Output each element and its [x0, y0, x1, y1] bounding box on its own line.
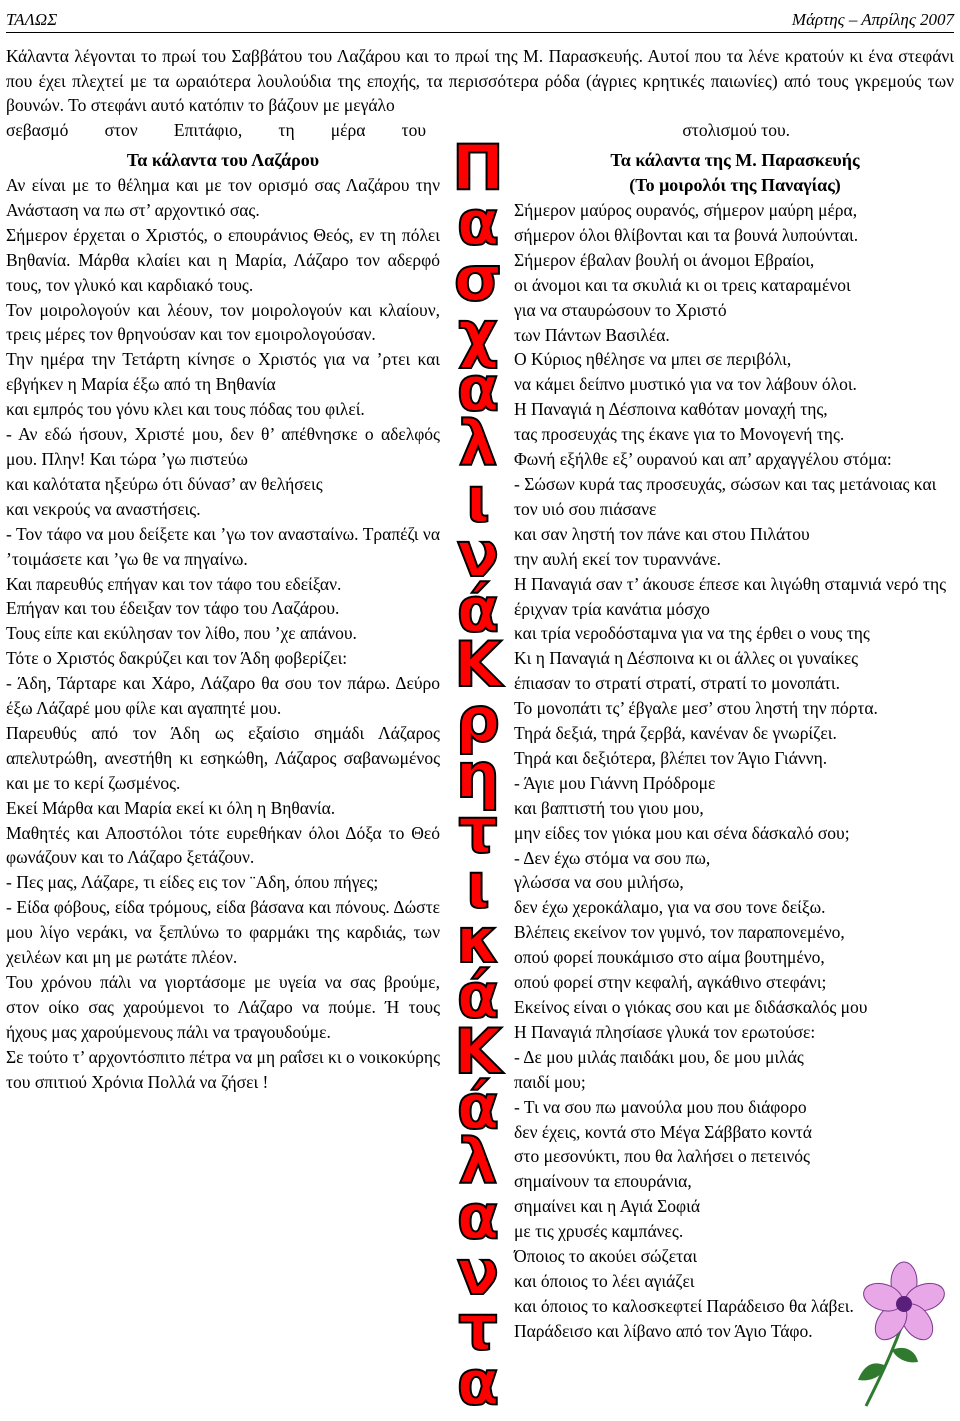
text-line: στο μεσονύκτι, που θα λαλήσει ο πετεινός: [514, 1146, 810, 1167]
text-line: Εκείνος είναι ο γιόκας σου και με διδάσκαλός μου: [514, 997, 868, 1017]
text-line: Τότε ο Χριστός δακρύζει και τον Άδη φοβερίζει:: [6, 648, 348, 669]
intro-word: στον: [104, 119, 138, 140]
header-publication: ΤΑΛΩΣ: [6, 10, 58, 29]
text-line: και εμπρός του γόνυ κλει και τους πόδας του φιλεί.: [6, 399, 365, 420]
text-line: οι άνομοι και τα σκυλιά κι οι τρεις καταραμένοι: [514, 274, 851, 295]
text-line: και σαν ληστή τον πάνε και στου Πιλάτου: [514, 523, 810, 544]
text-line: να κάμει δείπνο μυστικό για να τον λάβουν όλοι.: [514, 374, 857, 395]
title-letter: α: [456, 1180, 500, 1253]
text-line: και νεκρούς να αναστήσεις.: [6, 498, 201, 519]
intro-word: μέρα: [330, 119, 366, 140]
text-line: Κι η Παναγιά η Δέσποινα κι οι άλλες οι γυναίκες: [514, 648, 859, 669]
title-letter: α: [456, 186, 500, 259]
text-line: οπού φορεί πουκάμισο στο αίμα βουτημένο,: [514, 947, 825, 968]
text-line: Σήμερον έρχεται ο Χριστός, ο επουράνιος Θεός, εν τη πόλει Βηθανία. Μάρθα κλαίει και η Μαρία, Λάζαρο τον αδερφό τους, τον γλυκό και καρδιακό τους.: [6, 224, 440, 295]
text-line: μην είδες τον γιόκα μου και σένα δάσκαλό σου;: [514, 822, 850, 843]
intro-last-right: στολισμού του.: [682, 119, 790, 140]
title-letter: Κ: [453, 628, 503, 701]
text-line: Σε τούτο τ’ αρχοντόσπιτο πέτρα να μη ραΐσει κι ο νοικοκύρης του σπιτιού Χρόνια Πολλά να ζήσει !: [6, 1046, 440, 1092]
title-letter: Π: [452, 142, 504, 204]
intro-paragraph: [6, 44, 954, 142]
text-line: Παράδεισο και λίβανο από τον Άγιο Τάφο.: [514, 1320, 813, 1341]
text-line: Σήμερον μαύρος ουρανός, σήμερον μαύρη μέρα,: [514, 200, 858, 220]
page-header: [6, 2, 954, 33]
title-letter: ν: [456, 1236, 500, 1309]
text-line: Τηρά δεξιά, τηρά ζερβά, κανέναν δε γνωρίζει.: [514, 723, 837, 744]
text-line: και τρία νεροδόσταμνα για να της έρθει ο νους της: [514, 623, 870, 644]
text-line: με τις χρυσές καμπάνες.: [514, 1221, 684, 1242]
text-line: - Αν εδώ ήσουν, Χριστέ μου, δεν θ’ απέθνησκε ο αδελφός μου. Πλην! Και τώρα ’γω πιστεύω: [6, 424, 440, 469]
title-letter: ν: [456, 518, 500, 591]
text-line: και όποιος το καλοσκεφτεί Παράδεισο θα λάβει.: [514, 1295, 854, 1316]
text-line: οπού φορεί στην κεφαλή, αγκάθινο στεφάνι;: [514, 972, 827, 993]
lazarus-carol-text: [6, 173, 440, 1095]
text-line: - Τον τάφο να μου δείξετε και ’γω τον ανασταίνω. Τραπέζι να ’τοιμάσετε και ’γω θε να πηγαίνω.: [6, 523, 440, 569]
good-friday-carol-title: Τα κάλαντα της Μ. Παρασκευής: [610, 150, 860, 170]
text-line: και καλότατα ηξεύρω ότι δύνασ’ αν θελήσεις: [6, 473, 323, 494]
text-line: έπιασαν το στρατί στρατί, στρατί το μονοπάτι.: [514, 673, 841, 694]
title-letter: Κ: [453, 1015, 503, 1088]
title-letter: ι: [465, 849, 491, 922]
intro-last-words: [6, 118, 426, 143]
text-line: Την ημέρα την Τετάρτη κίνησε ο Χριστός για να ’ρτει και εβγήκεν η Μαρία έξω από τη Βηθανία: [6, 349, 440, 395]
text-line: - Άγιε μου Γιάννη Πρόδρομε: [514, 772, 716, 793]
vertical-title: [438, 142, 518, 1412]
intro-word: Επιτάφιο,: [173, 119, 243, 140]
text-line: Τους είπε και εκύλησαν τον λίθο, που ’χε απάνου.: [6, 623, 357, 644]
text-line: Βλέπεις εκείνον τον γυμνό, τον παραπονεμένο,: [514, 922, 845, 943]
text-line: την αυλή εκεί τον τυραννάνε.: [514, 548, 722, 569]
intro-word: του: [401, 119, 426, 140]
title-letter: λ: [458, 1125, 498, 1198]
text-line: δεν έχεις, κοντά στο Μέγα Σάββατο κοντά: [514, 1121, 812, 1142]
text-line: - Δε μου μιλάς παιδάκι μου, δε μου μιλάς: [514, 1046, 804, 1067]
intro-last-line: [6, 118, 954, 143]
text-line: Επήγαν και του έδειξαν τον τάφο του Λαζάρου.: [6, 598, 340, 619]
text-line: - Σώσων κυρά τας προσευχάς, σώσων και τας μετάνοιας και τον υιό σου πιάσανε: [514, 473, 937, 519]
text-line: για να σταυρώσουν το Χριστό: [514, 299, 727, 320]
intro-word: σεβασμό: [6, 119, 69, 140]
text-line: Φωνή εξήλθε εξ’ ουρανού και απ’ αρχαγγέλου στόμα:: [514, 449, 892, 470]
text-line: Του χρόνου πάλι να γιορτάσομε με υγεία να σας βρούμε, στον οίκο σας χαρούμενοι το Λάζαρο να πούμε. Ή τους ήχους μας χαρούμενους πάλι να τραγουδούμε.: [6, 972, 440, 1042]
text-line: Και παρευθύς επήγαν και τον τάφο του εδείξαν.: [6, 573, 342, 594]
text-line: Αν είναι με το θέλημα και με τον ορισμό σας Λαζάρου την Ανάσταση να πω στ’ αρχοντικό σας.: [6, 175, 440, 220]
text-line: δεν έχω χεροκάλαμο, για να σου τονε δείξω.: [514, 897, 826, 918]
text-line: και όποιος το λέει αγιάζει: [514, 1270, 695, 1291]
text-line: Η Παναγιά σαν τ’ άκουσε έπεσε και λιγώθη σταμνιά νερό της έριχναν τρία κανάτια μόσχο: [514, 573, 947, 619]
text-line: Παρευθύς από τον Άδη ως εξαίσιο σημάδι Λάζαρος απελυτρώθη, ανεστήθη κι εσηκώθη, Λάζαρος σαβανωμένος και με το κερί ζωσμένος.: [6, 722, 440, 793]
text-line: Η Παναγιά η Δέσποινα καθόταν μοναχή της,: [514, 399, 828, 420]
good-friday-carol-text: [514, 198, 956, 1344]
intro-text: Κάλαντα λέγονται το πρωί του Σαββάτου του Λαζάρου και το πρωί της Μ. Παρασκευής. Αυτοί που τα λένε κρατούν κι ένα στεφάνι που έχει πλεχτεί με τα ωραιότερα λουλούδια της εποχής, τα περισσότερα ρόδα (άγριες κρητικές παιωνίες) από τους γκρεμούς των βουνών. Το στεφάνι αυτό κατόπιν το βάζουν με μεγάλο: [6, 46, 954, 115]
vertical-title-letters: [438, 142, 518, 1412]
title-letter: λ: [458, 407, 498, 480]
text-line: τας προσευχάς της έκανε για το Μονογενή της.: [514, 424, 845, 445]
text-line: παιδί μου;: [514, 1071, 586, 1092]
text-line: και βαπτιστή του γιου μου,: [514, 797, 704, 818]
lazarus-carol-title: Τα κάλαντα του Λαζάρου: [126, 150, 320, 170]
text-line: Μαθητές και Αποστόλοι τότε ευρεθήκαν όλοι Δόξα το Θεό φωνάζουν και το Λάζαρο ξετάζουν.: [6, 822, 440, 868]
text-line: σήμερον όλοι θλίβονται και τα βουνά λυπούνται.: [514, 224, 859, 245]
intro-word: τη: [278, 119, 295, 140]
text-line: Τον μοιρολογούν και λέουν, τον μοιρολογούν και κλαίουν, τρεις μέρες τον θρηνούσαν και τον εμοιρολογούσαν.: [6, 299, 440, 345]
text-line: Σήμερον έβαλαν βουλή οι άνομοι Εβραίοι,: [514, 249, 815, 270]
text-line: Όποιος το ακούει σώζεται: [514, 1246, 698, 1267]
title-letter: ρ: [455, 683, 501, 756]
good-friday-carol-column: [514, 148, 956, 1344]
text-line: σημαίνουν τα επουράνια,: [514, 1171, 692, 1192]
text-line: των Πάντων Βασιλέα.: [514, 324, 670, 345]
lazarus-carol-column: [6, 148, 440, 1095]
text-line: Τηρά και δεξιότερα, βλέπει τον Άγιο Γιάννη.: [514, 747, 828, 768]
text-line: - Άδη, Τάρταρε και Χάρο, Λάζαρο θα σου τον πάρω. Δεύρο έξω Λάζαρέ μου φίλε και αγαπητέ μου.: [6, 673, 440, 719]
good-friday-carol-subtitle: (Το μοιρολόι της Παναγίας): [629, 175, 841, 195]
title-letter: σ: [453, 242, 503, 315]
title-letter: α: [456, 1346, 500, 1412]
text-line: - Τι να σου πω μανούλα μου που διάφορο: [514, 1096, 807, 1117]
flower-icon: [852, 1258, 956, 1408]
text-line: - Πες μας, Λάζαρε, τι είδες εις τον ¨Αδη, όπου πήγες;: [6, 872, 379, 893]
title-letter: τ: [458, 1291, 498, 1364]
text-line: Η Παναγιά πλησίασε γλυκά τον ερωτούσε:: [514, 1021, 816, 1042]
title-letter: χ: [458, 297, 498, 370]
text-line: Εκεί Μάρθα και Μαρία εκεί κι όλη η Βηθανία.: [6, 797, 336, 818]
title-letter: ά: [456, 573, 500, 646]
text-line: - Είδα φόβους, είδα τρόμους, είδα βάσανα και πόνους. Δώστε μου λίγο νεράκι, να ξεπλύνω το φαρμάκι της καρδιάς, των χειλέων και μη με ρωτάτε πλέον.: [6, 897, 440, 968]
header-issue-date: Μάρτης – Απρίλης 2007: [791, 10, 954, 29]
title-letter: ά: [456, 959, 500, 1032]
text-line: γλώσσα να σου μιλήσω,: [514, 872, 684, 893]
title-letter: η: [455, 739, 501, 812]
title-letter: τ: [458, 794, 498, 867]
text-line: Το μονοπάτι τς’ έβγαλε μεσ’ στου ληστή την πόρτα.: [514, 698, 878, 719]
text-line: Ο Κύριος ηθέλησε να μπει σε περιβόλι,: [514, 349, 792, 370]
title-letter: ι: [465, 463, 491, 536]
text-line: σημαίνει και η Αγιά Σοφιά: [514, 1196, 700, 1217]
title-letter: κ: [455, 904, 501, 977]
text-line: - Δεν έχω στόμα να σου πω,: [514, 847, 711, 868]
title-letter: ά: [456, 1070, 500, 1143]
title-letter: α: [456, 352, 500, 425]
